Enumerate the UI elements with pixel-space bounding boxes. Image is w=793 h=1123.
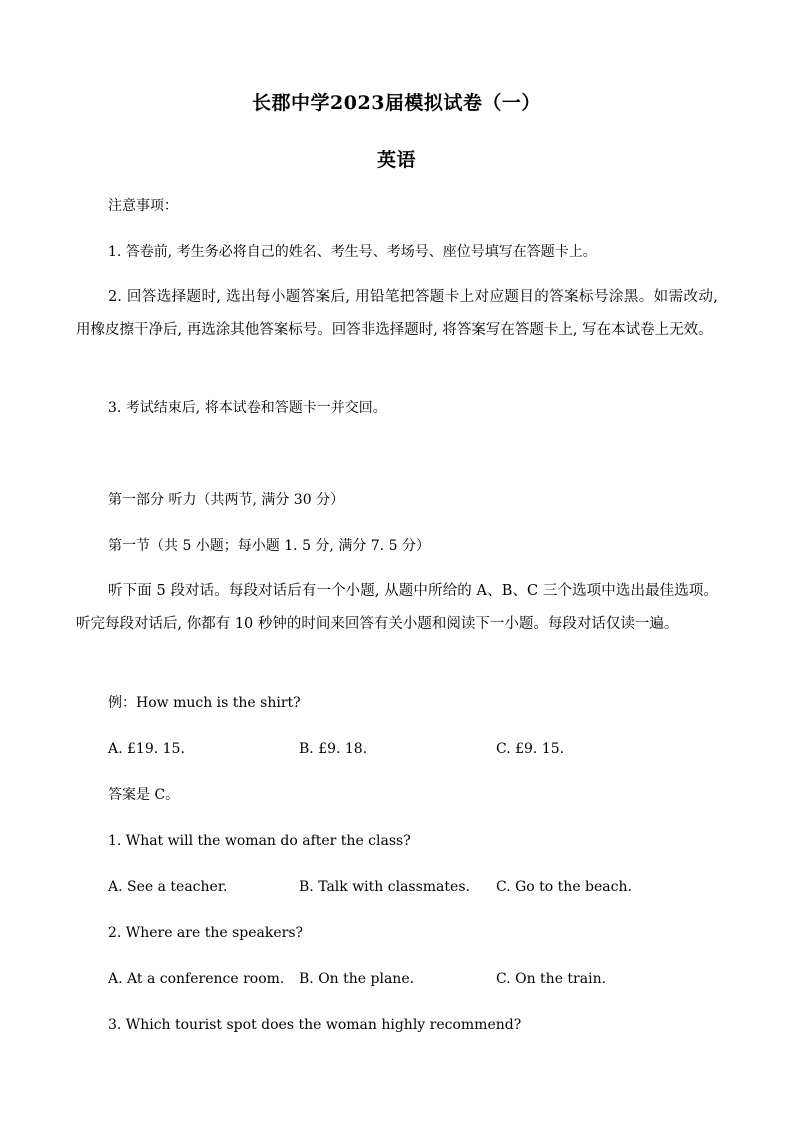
- section-instructions: 听下面 5 段对话。每段对话后有一个小题, 从题中所给的 A、B、C 三个选项中选出最佳选项。听完每段对话后, 你都有 10 秒钟的时间来回答有关小题和阅读下一小题。每段对话仅读一遍。: [76, 583, 718, 632]
- question-2: 2. Where are the speakers?: [108, 925, 304, 941]
- question-1-option-b: B. Talk with classmates.: [299, 879, 470, 895]
- question-1-option-c: C. Go to the beach.: [496, 879, 632, 895]
- question-2-option-c: C. On the train.: [496, 971, 607, 987]
- question-2-option-b: B. On the plane.: [299, 971, 415, 987]
- notice-heading: 注意事项：: [108, 198, 178, 214]
- subsection-heading: 第一节（共 5 小题；每小题 1. 5 分, 满分 7. 5 分）: [108, 538, 430, 554]
- question-1: 1. What will the woman do after the class?: [108, 833, 411, 849]
- exam-title: 长郡中学2023届模拟试卷（一）: [252, 92, 541, 114]
- example-option-c: C. £9. 15.: [496, 741, 565, 757]
- notice-item-1: 1. 答卷前, 考生务必将自己的姓名、考生号、考场号、座位号填写在答题卡上。: [108, 244, 597, 260]
- example-option-b: B. £9. 18.: [299, 741, 368, 757]
- notice-item-2: 2. 回答选择题时, 选出每小题答案后, 用铅笔把答题卡上对应题目的答案标号涂黑。如需改动, 用橡皮擦干净后, 再选涂其他答案标号。回答非选择题时, 将答案写在答题卡上, 写在本试卷上无效。: [76, 289, 718, 338]
- notice-item-3: 3. 考试结束后, 将本试卷和答题卡一并交回。: [108, 400, 387, 416]
- example-question: 例：How much is the shirt?: [108, 695, 301, 711]
- example-answer: 答案是 C。: [108, 787, 180, 803]
- part-heading: 第一部分 听力（共两节, 满分 30 分）: [108, 492, 345, 508]
- subject-title: 英语: [376, 149, 416, 171]
- question-2-option-a: A. At a conference room.: [108, 971, 285, 987]
- question-3: 3. Which tourist spot does the woman highly recommend?: [108, 1017, 522, 1033]
- example-option-a: A. £19. 15.: [108, 741, 185, 757]
- question-1-option-a: A. See a teacher.: [108, 879, 228, 895]
